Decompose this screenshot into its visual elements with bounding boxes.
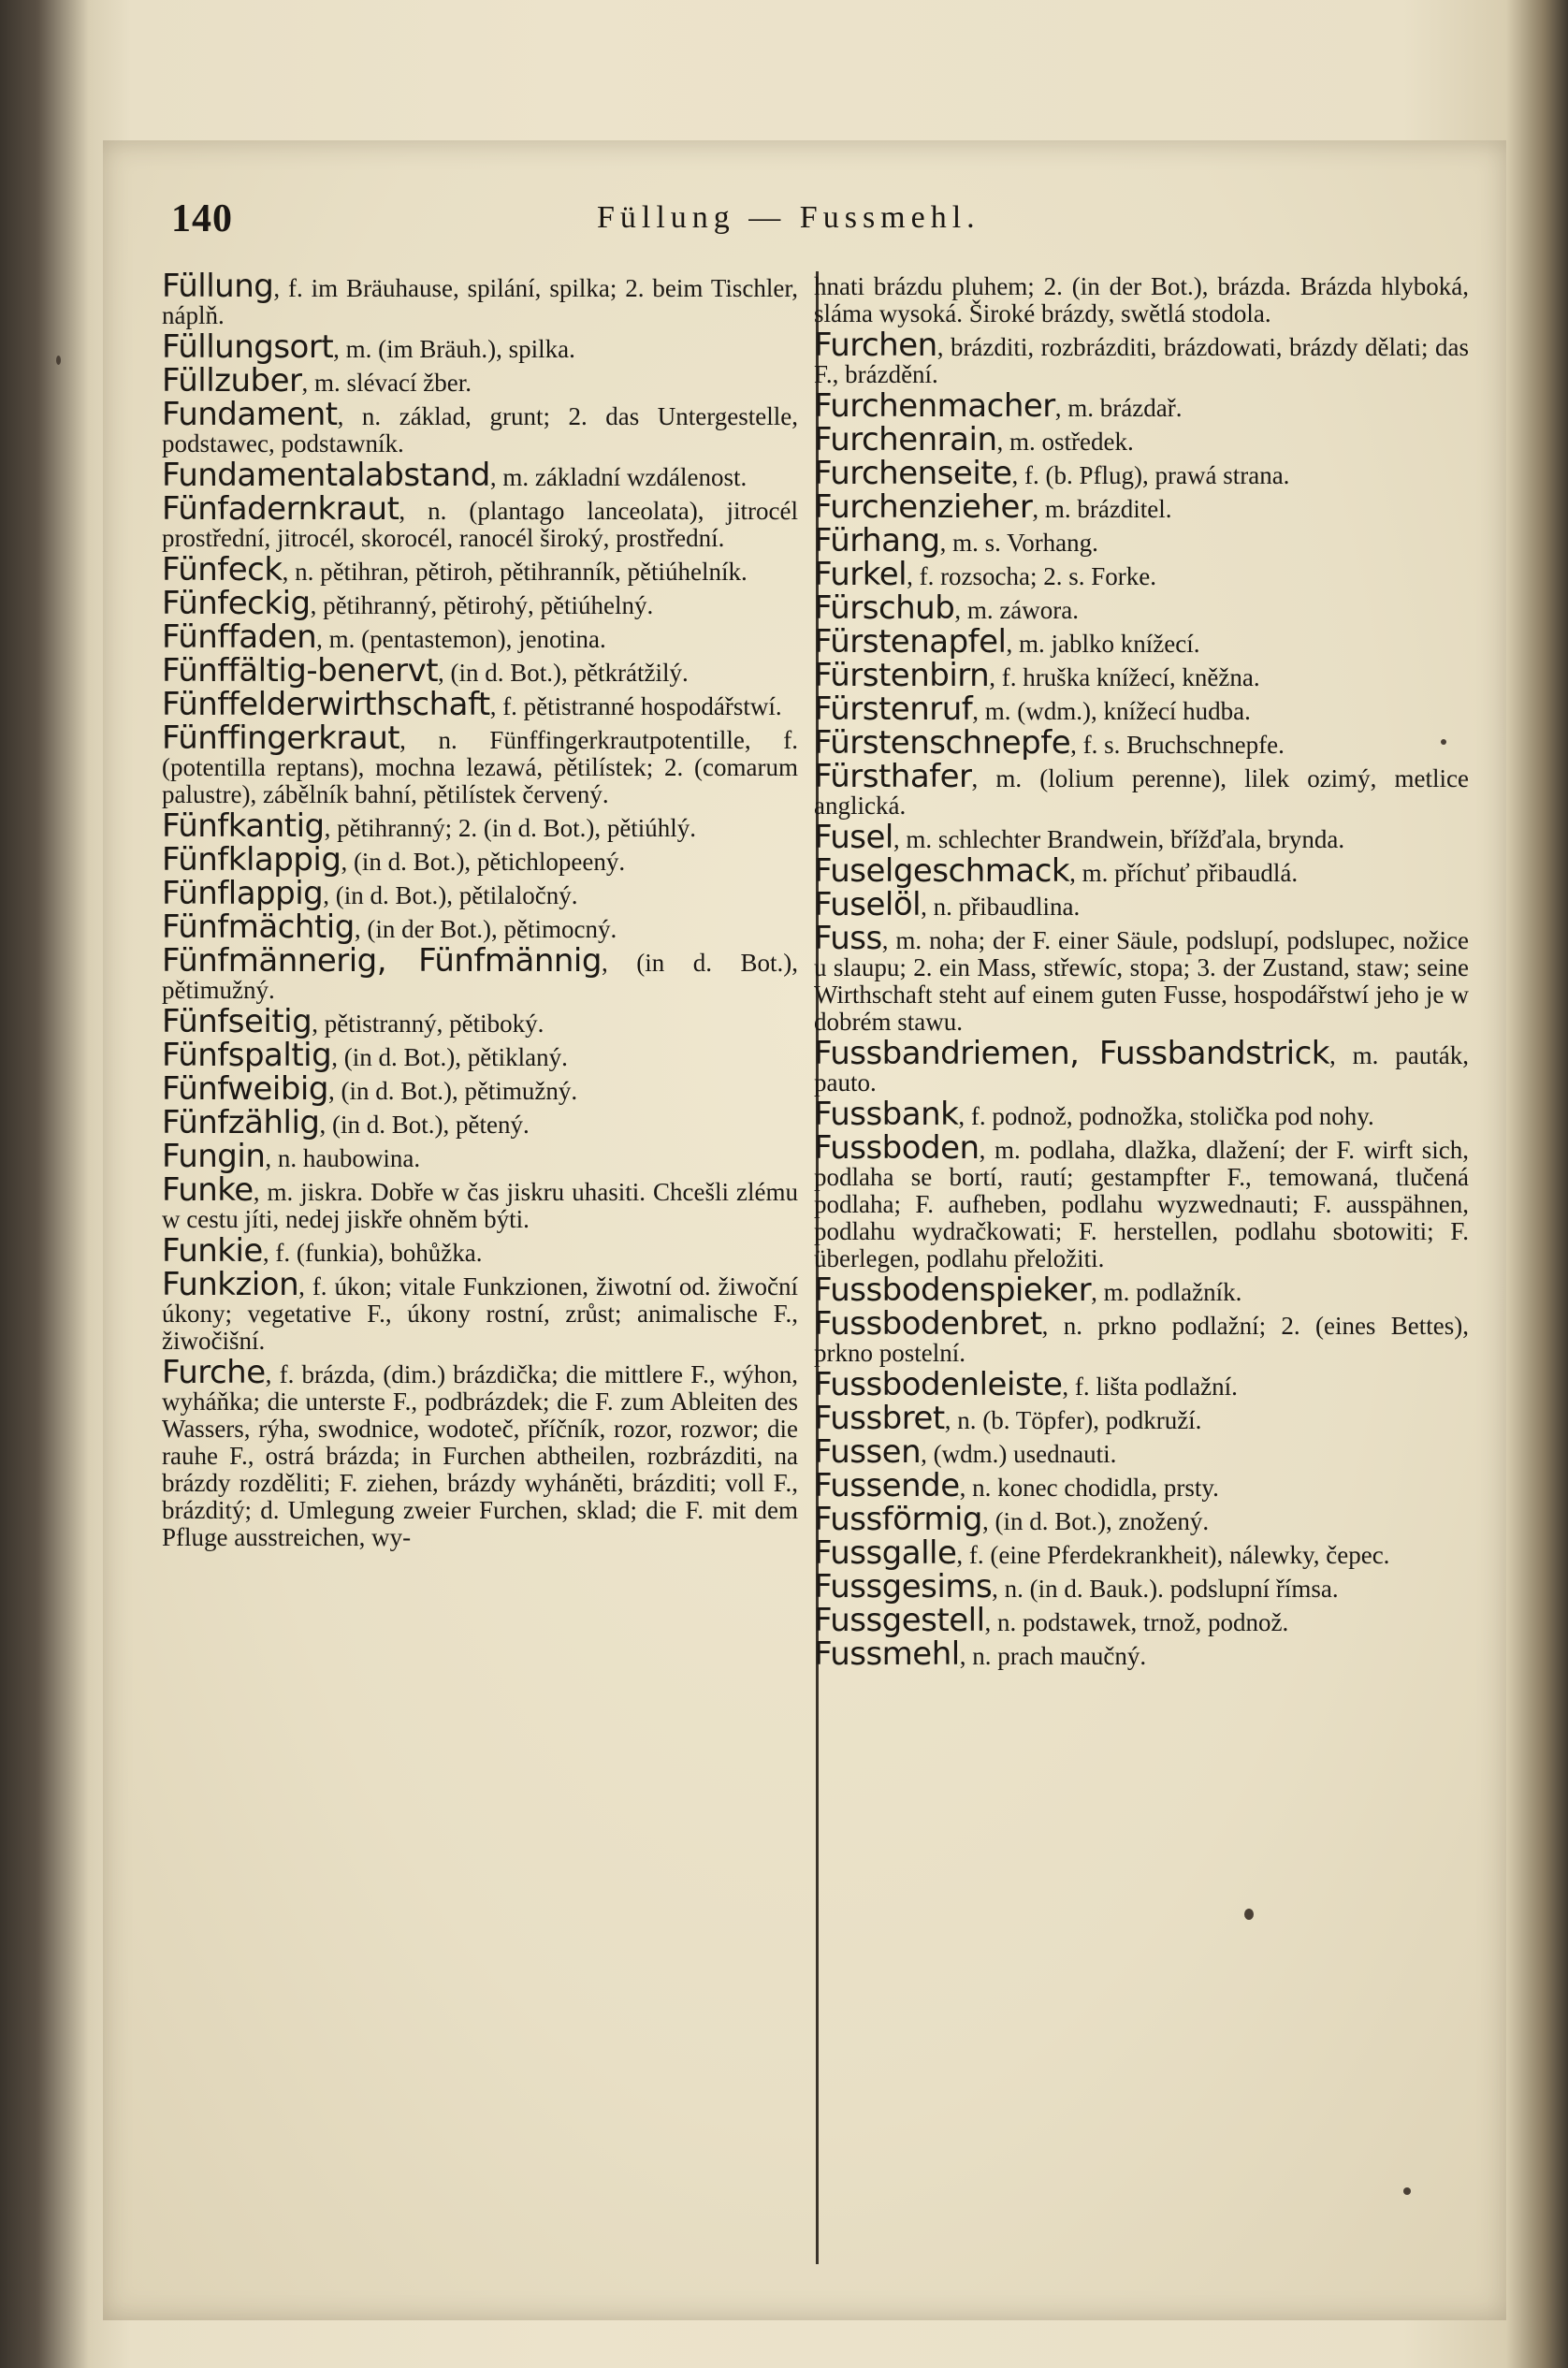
entry-headword: Fussende — [814, 1467, 960, 1504]
entry-headword: Fünflappig — [162, 875, 324, 912]
ink-speck — [1441, 739, 1446, 745]
dictionary-entry — [814, 1305, 1469, 1367]
entry-headword: Fünffelderwirthschaft — [162, 686, 490, 723]
left-column — [162, 268, 798, 1556]
dictionary-entry — [162, 362, 798, 400]
dictionary-entry — [162, 1070, 798, 1108]
dictionary-entry — [814, 690, 1469, 728]
entry-headword: Funkzion — [162, 1266, 299, 1303]
entry-definition: , m. brázdař. — [1054, 394, 1183, 422]
entry-definition: , (in d. Bot.), pětilaločný. — [323, 881, 578, 909]
dictionary-entry — [814, 1602, 1469, 1639]
entry-headword: Fünffaden — [162, 618, 317, 656]
entry-definition: , n. pětihran, pětiroh, pětihranník, pětiúhelník. — [282, 558, 748, 586]
entry-headword: Fürstenschnepfe — [814, 724, 1071, 762]
entry-definition: , n. podstawek, trnož, podnož. — [984, 1608, 1289, 1636]
dictionary-entry — [162, 719, 798, 808]
entry-definition: , m. pauták, pauto. — [814, 1041, 1469, 1097]
entry-headword: Fusel — [814, 819, 893, 856]
entry-definition: , n. prkno podlažní; 2. (eines Bettes), prkno postelní. — [814, 1312, 1469, 1367]
entry-headword: Furche — [162, 1354, 266, 1391]
entry-headword: Fuselöl — [814, 886, 922, 923]
entry-headword: Fürsthafer — [814, 758, 972, 795]
dictionary-entry — [162, 551, 798, 588]
entry-definition: , (in d. Bot.), pětimužný. — [327, 1077, 578, 1105]
entry-headword: Fuselgeschmack — [814, 852, 1070, 890]
dictionary-entry — [814, 623, 1469, 661]
entry-definition: , n. Fünffingerkrautpotentille, f. (potentilla reptans), mochna lezawá, pětilístek; 2. (comarum palustre), zábělník bahní, pětilístek červený. — [162, 726, 798, 808]
entry-headword: Fünfklappig — [162, 841, 341, 879]
entry-headword: Fünffältig-benervt — [162, 652, 439, 690]
dictionary-entry — [814, 387, 1469, 425]
entry-definition: , m. brázditel. — [1032, 495, 1172, 523]
dictionary-entry — [814, 1400, 1469, 1437]
entry-headword: Fünfeckig — [162, 585, 311, 622]
entry-headword: Fussboden — [814, 1129, 980, 1167]
dictionary-entry — [162, 1003, 798, 1040]
entry-headword: Fürstenapfel — [814, 623, 1007, 661]
dictionary-entry — [162, 942, 798, 1004]
entry-definition: , m. (im Bräuh.), spilka. — [333, 335, 575, 363]
entry-definition: , m. (lolium perenne), lilek ozimý, metlice anglická. — [814, 764, 1469, 820]
entry-headword: Füllzuber — [162, 362, 302, 400]
dictionary-entry — [162, 328, 798, 366]
entry-definition: , m. noha; der F. einer Säule, podslupí, podslupec, nožice u slaupu; 2. ein Mass, střewíc, stopa; 3. der Zustand, staw; seine Wirthschaft steht auf einem guten Fusse, hospodářstwí jeho je w dobrém stawu. — [814, 926, 1469, 1036]
dictionary-entry — [814, 920, 1469, 1036]
dictionary-entry — [162, 686, 798, 723]
dictionary-entry — [814, 421, 1469, 458]
entry-headword: Fuss — [814, 920, 882, 957]
entry-definition: , n. (in d. Bauk.). podslupní římsa. — [992, 1575, 1339, 1603]
entry-definition: , f. rozsocha; 2. s. Forke. — [907, 562, 1157, 590]
entry-definition: , n. (b. Töpfer), podkruží. — [944, 1406, 1202, 1434]
entry-headword: Fussgesims — [814, 1568, 993, 1605]
entry-headword: Funke — [162, 1171, 254, 1209]
dictionary-entry — [814, 1366, 1469, 1403]
dictionary-entry — [162, 1266, 798, 1355]
entry-definition: , (in d. Bot.), pětimužný. — [162, 949, 798, 1004]
entry-headword: Fussgestell — [814, 1602, 985, 1639]
dictionary-entry — [162, 875, 798, 912]
entry-definition: , f. lišta podlažní. — [1062, 1373, 1238, 1401]
dictionary-entry — [814, 488, 1469, 526]
entry-headword: Fünfadernkraut — [162, 490, 399, 528]
dictionary-entry — [814, 327, 1469, 388]
entry-definition: , m. s. Vorhang. — [939, 529, 1098, 557]
dictionary-entry — [814, 1534, 1469, 1572]
entry-headword: Fussbret — [814, 1400, 945, 1437]
dictionary-entry — [814, 1501, 1469, 1538]
entry-definition: , (in der Bot.), pětimocný. — [354, 915, 617, 943]
dictionary-entry — [162, 841, 798, 879]
entry-headword: Furchenrain — [814, 421, 997, 458]
entry-headword: Fussbodenspieker — [814, 1271, 1092, 1309]
dictionary-entry — [162, 457, 798, 494]
entry-headword: Furchenseite — [814, 455, 1012, 492]
dictionary-entry — [162, 1138, 798, 1175]
entry-definition: , (in d. Bot.), pětený. — [319, 1111, 530, 1139]
entry-definition: , n. konec chodidla, prsty. — [959, 1474, 1219, 1502]
running-head-title: Füllung — Fussmehl. — [597, 200, 980, 235]
dictionary-entry — [162, 652, 798, 690]
entry-headword: Fünfkantig — [162, 807, 325, 845]
dictionary-entry — [162, 396, 798, 458]
dictionary-entry — [162, 1037, 798, 1074]
dictionary-entry — [162, 490, 798, 552]
entry-definition: , f. podnož, podnožka, stolička pod nohy. — [958, 1102, 1374, 1130]
entry-headword: Furchenmacher — [814, 387, 1055, 425]
dictionary-entry — [162, 908, 798, 946]
entry-definition: , pětihranný, pětirohý, pětiúhelný. — [310, 591, 654, 619]
entry-headword: Furchenzieher — [814, 488, 1033, 526]
entry-headword: Fussbodenbret — [814, 1305, 1042, 1343]
dictionary-entry — [814, 1467, 1469, 1504]
dictionary-entry — [162, 585, 798, 622]
entry-headword: Fünfweibig — [162, 1070, 328, 1108]
entry-definition: , (in d. Bot.), pětichlopeený. — [341, 848, 626, 876]
entry-headword: Furkel — [814, 556, 907, 593]
entry-headword: Fünfspaltig — [162, 1037, 332, 1074]
dictionary-entry — [162, 268, 798, 329]
entry-definition: , m. jablko knížecí. — [1006, 630, 1200, 658]
dictionary-entry — [814, 724, 1469, 762]
entry-definition: , m. podlažník. — [1091, 1278, 1242, 1306]
entry-definition: , f. (b. Pflug), prawá strana. — [1011, 461, 1290, 489]
entry-headword: Fussmehl — [814, 1635, 960, 1673]
dictionary-entry — [162, 807, 798, 845]
entry-definition: , m. schlechter Brandwein, břížďala, brynda. — [893, 825, 1345, 853]
dictionary-entry — [162, 1354, 798, 1551]
entry-definition: , f. brázda, (dim.) brázdička; die mittlere F., wýhon, wyháňka; die unterste F., podbrázdek; die F. zum Ableiten des Wassers, rýha, swodnice, wodoteč, příčník, rozor, rozwor; die rauhe F., ostrá brázda; in Furchen abtheilen, rozbrázditi, na brázdy rozděliti; F. ziehen, brázdy wyháněti, brázditi; voll F., brázditý; d. Umlegung zweier Furchen, sklad; die F. mit dem Pfluge ausstreichen, wy- — [162, 1360, 798, 1551]
entry-headword: Fünffingerkraut — [162, 719, 400, 757]
entry-headword: Fussbank — [814, 1096, 959, 1133]
entry-definition: , m. záwora. — [954, 596, 1080, 624]
entry-definition: , f. (funkia), bohůžka. — [262, 1239, 483, 1267]
entry-definition: , pětihranný; 2. (in d. Bot.), pětiúhlý. — [324, 814, 697, 842]
entry-headword: Füllungsort — [162, 328, 334, 366]
entry-definition: , m. slévací žber. — [301, 369, 472, 397]
entry-definition: , m. (wdm.), knížecí hudba. — [972, 697, 1251, 725]
entry-definition: , n. prach maučný. — [959, 1642, 1147, 1670]
dictionary-entry — [814, 758, 1469, 820]
entry-definition: , m. (pentastemon), jenotina. — [316, 625, 606, 653]
dictionary-entry — [814, 819, 1469, 856]
entry-definition: , f. im Bräuhause, spilání, spilka; 2. beim Tischler, náplň. — [162, 274, 798, 329]
dictionary-entry — [814, 1433, 1469, 1471]
entry-definition: , f. (eine Pferdekrankheit), nálewky, čepec. — [956, 1541, 1390, 1569]
entry-headword: Fünfmännerig, Fünfmännig — [162, 942, 602, 980]
entry-headword: Fünfzählig — [162, 1104, 320, 1141]
entry-definition: , n. haubowina. — [265, 1144, 421, 1172]
entry-definition: , n. (plantago lanceolata), jitrocél prostřední, jitrocél, skorocél, ranocél široký, prostřední. — [162, 497, 798, 552]
entry-continuation: hnati brázdu pluhem; 2. (in der Bot.), brázda. Brázda hlyboká, sláma wysoká. Široké brázdy, swětlá stodola. — [814, 272, 1469, 327]
entry-headword: Fussen — [814, 1433, 922, 1471]
entry-definition: , f. pětistranné hospodářstwí. — [489, 692, 782, 720]
entry-headword: Fussförmig — [814, 1501, 982, 1538]
ink-speck — [56, 356, 61, 365]
entry-headword: Fürstenbirn — [814, 657, 990, 694]
page-number: 140 — [171, 197, 233, 240]
entry-definition: , (in d. Bot.), pětiklaný. — [331, 1043, 568, 1071]
entry-headword: Fünfmächtig — [162, 908, 355, 946]
dictionary-entry — [814, 1271, 1469, 1309]
dictionary-entry — [814, 522, 1469, 559]
entry-definition: , pětistranný, pětiboký. — [312, 1010, 544, 1038]
dictionary-entry — [814, 556, 1469, 593]
dictionary-entry — [814, 1635, 1469, 1673]
entry-definition: , n. přibaudlina. — [921, 893, 1081, 921]
entry-headword: Fussbodenleiste — [814, 1366, 1063, 1403]
ink-speck — [1403, 2187, 1411, 2195]
entry-headword: Fundamentalabstand — [162, 457, 490, 494]
dictionary-entry — [814, 1568, 1469, 1605]
dictionary-entry — [814, 852, 1469, 890]
entry-definition: , f. s. Bruchschnepfe. — [1070, 731, 1285, 759]
entry-definition: , (in d. Bot.), pětkrátžilý. — [438, 659, 689, 687]
dictionary-entry — [814, 589, 1469, 627]
entry-definition: , m. podlaha, dlažka, dlažení; der F. wirft sich, podlaha se bortí, rautí; gestampfter F., temowaná, tlučená podlaha; F. aufheben, podlahu wyzwednauti; F. ausspähnen, podlahu wydračkowati; F. herstellen, podlahu sbotowiti; F. überlegen, podlahu přeložiti. — [814, 1136, 1469, 1272]
ink-speck — [1244, 1909, 1254, 1920]
entry-definition: , m. základní wzdálenost. — [489, 463, 748, 491]
entry-headword: Fundament — [162, 396, 338, 433]
entry-headword: Fünfeck — [162, 551, 283, 588]
entry-definition: , m. jiskra. Dobře w čas jiskru uhasiti. Chcešli zlému w cestu jíti, nedej jiskře ohněm býti. — [162, 1178, 798, 1233]
entry-headword: Furchen — [814, 327, 937, 364]
entry-headword: Fussgalle — [814, 1534, 957, 1572]
dictionary-entry — [814, 657, 1469, 694]
dictionary-entry — [814, 1035, 1469, 1097]
dictionary-entry — [814, 1096, 1469, 1133]
dictionary-entry — [162, 618, 798, 656]
entry-headword: Funkie — [162, 1232, 263, 1270]
dictionary-entry — [814, 886, 1469, 923]
entry-definition: , (in d. Bot.), znožený. — [981, 1507, 1210, 1535]
right-column — [814, 273, 1469, 1675]
entry-definition: , f. hruška knížecí, kněžna. — [989, 663, 1260, 691]
entry-headword: Fürschub — [814, 589, 955, 627]
dictionary-entry — [162, 1104, 798, 1141]
entry-headword: Fünfseitig — [162, 1003, 312, 1040]
entry-definition: , m. ostředek. — [996, 428, 1134, 456]
dictionary-entry — [814, 455, 1469, 492]
entry-definition: , m. příchuť přibaudlá. — [1069, 859, 1299, 887]
dictionary-entry — [162, 1232, 798, 1270]
entry-definition: , n. základ, grunt; 2. das Untergestelle, podstawec, podstawník. — [162, 402, 798, 458]
entry-definition: , brázditi, rozbrázditi, brázdowati, brázdy dělati; das F., brázdění. — [814, 333, 1469, 388]
entry-headword: Fürstenruf — [814, 690, 973, 728]
dictionary-entry — [162, 1171, 798, 1233]
entry-headword: Fürhang — [814, 522, 940, 559]
entry-definition: , (wdm.) usednauti. — [921, 1440, 1117, 1468]
dictionary-entry — [814, 1129, 1469, 1272]
entry-definition: , f. úkon; vitale Funkzionen, žiwotní od. žiwoční úkony; vegetative F., úkony rostní, zrůst; animalische F., žiwočišní. — [162, 1272, 798, 1355]
entry-headword: Füllung — [162, 268, 274, 305]
running-head — [171, 196, 1406, 253]
entry-headword: Fussbandriemen, Fussbandstrick — [814, 1035, 1329, 1072]
entry-headword: Fungin — [162, 1138, 266, 1175]
